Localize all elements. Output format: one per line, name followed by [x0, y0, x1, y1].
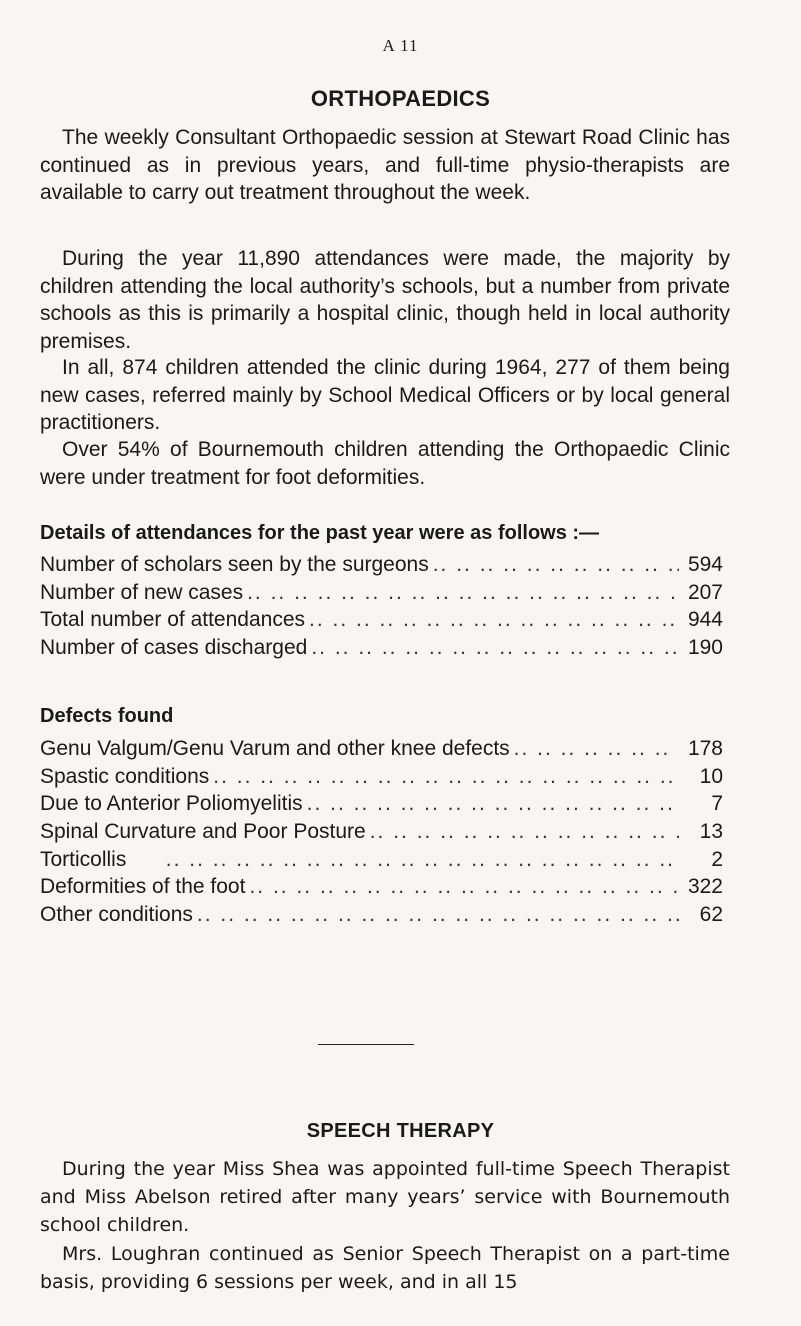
attendance-table — [40, 553, 723, 664]
row-label: Deformities of the foot — [40, 875, 246, 899]
row-value: 207 — [687, 580, 723, 604]
leader-dots — [303, 792, 679, 816]
ortho-paragraph-4: Over 54% of Bournemouth children attending the Orthopaedic Clinic were under treatment for foot deformities. — [40, 438, 730, 489]
speech-paragraph-2: Mrs. Loughran continued as Senior Speech Therapist on a part-time basis, providing 6 sessions per week, and in all 15 — [40, 1243, 730, 1293]
table-row — [40, 553, 723, 581]
row-label: Number of cases discharged — [40, 636, 308, 660]
row-value: 944 — [687, 608, 723, 632]
row-label: Torticollis — [40, 847, 127, 871]
table-row — [40, 737, 723, 765]
row-value: 178 — [687, 737, 723, 760]
leader-dots — [307, 636, 679, 660]
section-divider — [318, 1044, 414, 1045]
leader-dots — [209, 765, 679, 789]
leader-dots — [245, 875, 679, 899]
row-label: Due to Anterior Poliomyelitis — [40, 792, 303, 816]
ortho-paragraph-3: In all, 874 children attended the clinic during 1964, 277 of them being new cases, referred mainly by School Medical Officers or by local general practitioners. — [40, 356, 730, 434]
leader-dots — [193, 903, 679, 927]
ortho-paragraph-1: The weekly Consultant Orthopaedic session at Stewart Road Clinic has continued as in previous years, and full-time physio-therapists are available to carry out treatment throughout the week. — [40, 126, 730, 204]
table-row — [40, 875, 723, 903]
row-value: 2 — [711, 847, 723, 871]
row-label: Genu Valgum/Genu Varum and other knee defects — [40, 737, 510, 760]
table-row — [40, 903, 723, 931]
speech-therapy-title: SPEECH THERAPY — [306, 1120, 495, 1142]
row-value: 7 — [711, 792, 723, 816]
row-label: Spinal Curvature and Poor Posture — [40, 820, 366, 844]
leader-dots — [126, 848, 679, 872]
row-label: Total number of attendances — [40, 608, 306, 632]
defects-heading: Defects found — [40, 705, 174, 727]
table-row — [40, 820, 723, 848]
defects-table — [40, 737, 723, 931]
row-value: 13 — [699, 820, 723, 844]
leader-dots — [510, 737, 679, 761]
leader-dots — [366, 820, 679, 844]
table-row — [40, 848, 723, 876]
table-row — [40, 792, 723, 820]
row-value: 322 — [687, 875, 723, 899]
table-row — [40, 581, 723, 609]
row-label: Spastic conditions — [40, 764, 210, 788]
row-value: 10 — [699, 764, 723, 788]
row-value: 594 — [687, 553, 723, 576]
table-row — [40, 636, 723, 664]
row-value: 190 — [687, 636, 723, 660]
leader-dots — [243, 581, 679, 605]
row-value: 62 — [699, 903, 723, 927]
row-label: Other conditions — [40, 903, 193, 927]
page-number: A 11 — [382, 36, 419, 55]
orthopaedics-title: ORTHOPAEDICS — [310, 86, 491, 111]
ortho-paragraph-2: During the year 11,890 attendances were made, the majority by children attending the local authority’s schools, but a number from private schools as this is primarily a hospital clinic, though held in local authority premises. — [40, 247, 730, 353]
leader-dots — [429, 553, 679, 577]
speech-paragraph-1: During the year Miss Shea was appointed full-time Speech Therapist and Miss Abelson retired after many years’ service with Bournemouth school children. — [40, 1158, 730, 1236]
row-label: Number of new cases — [40, 580, 244, 604]
attendance-heading: Details of attendances for the past year were as follows :— — [40, 522, 600, 544]
leader-dots — [305, 608, 679, 632]
table-row — [40, 608, 723, 636]
table-row — [40, 765, 723, 793]
row-label: Number of scholars seen by the surgeons — [40, 553, 429, 576]
